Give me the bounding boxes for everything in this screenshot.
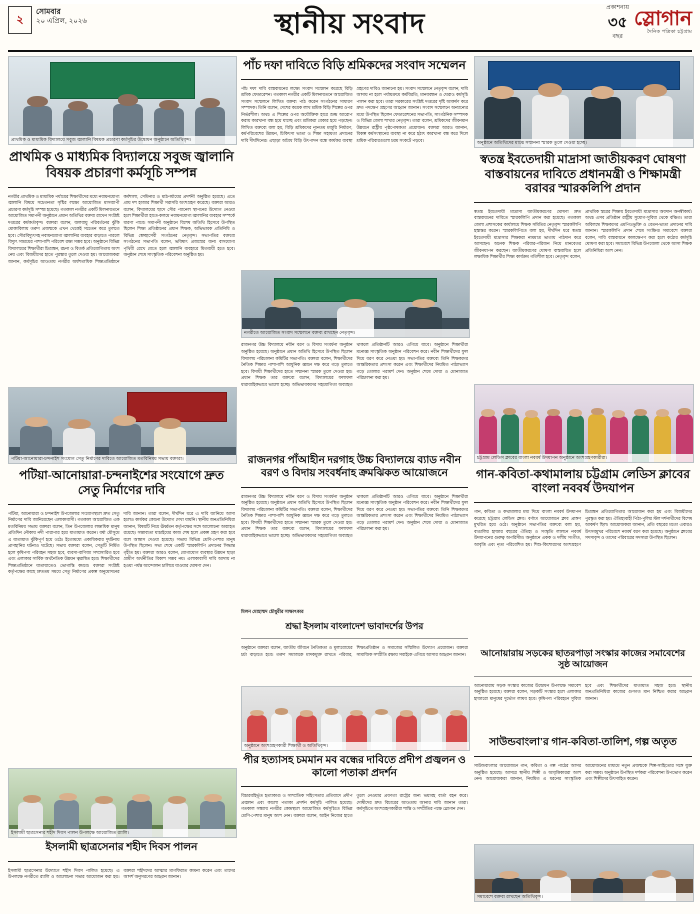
article-photo [8,56,237,145]
photo-caption: চট্টগ্রাম লেডিস ক্লাবের বাংলা নববর্ষ উদযাপন অনুষ্ঠানে অংশগ্রহণকারীরা। [475,454,693,462]
article-photo [474,384,694,463]
byline: মিলন মোহাম্মদ চৌধুরীর সাক্ষাৎকার [240,609,304,615]
content-grid [0,52,700,908]
page-number-badge: ২ [8,6,32,34]
photo-caption: সমাবেশে বক্তব্য রাখছেন অতিথিবৃন্দ। [475,893,693,901]
article-photo [241,270,470,338]
masthead-logo-block [606,4,692,42]
article-body-cont: রাজনগর উচ্চ বিদ্যালয়ে নবীন বরণ ও বিদায় সংবর্ধনা অনুষ্ঠান অনুষ্ঠিত হয়েছে। অনুষ্ঠানে প্রধান অতিথি হিসেবে উপস্থিত ছিলেন বিদ্যালয় পরিচালনা কমিটির সভাপতি। বক্তারা বলেন, শিক্ষার্থীদের নৈতিক শিক্ষার পাশাপাশি আধুনিক জ্ঞানে দক্ষ করে গড়ে তুলতে হবে। বিদায়ী শিক্ষার্থীদের হাতে সম্মাননা স্মারক তুলে দেওয়া হয়। প্রধান শিক্ষক তার বক্তব্যে বলেন, বিদ্যালয়ের ফলাফল ধারাবাহিকভাবে ভালো হচ্ছে। অভিভাবকদের সহযোগিতা অব্যাহত থাকলে প্রতিষ্ঠানটি আরও এগিয়ে যাবে। অনুষ্ঠানে শিক্ষার্থীরা মনোজ্ঞ সাংস্কৃতিক অনুষ্ঠান পরিবেশন করে। নবীন শিক্ষার্থীদের ফুল দিয়ে বরণ করে নেওয়া হয়। সভাপতির বক্তব্যে তিনি শিক্ষকদের আন্তরিকতার প্রশংসা করেন এবং শিক্ষার্থীদের নিয়মিত পাঠ্যাভ্যাস গড়ে তোলার পরামর্শ দেন। অনুষ্ঠান শেষে দোয়া ও মোনাজাত পরিচালনা করা হয়। [240,342,468,387]
headline: পাঁচ দফা দাবিতে বিড়ি শ্রমিকদের সংবাদ সম্মেলন [243,58,466,72]
headline: ইসলামী ছাত্রসেনার শহীদ দিবস পালন [45,842,198,854]
headline: রাজনগর পাঁআহীন দরগাহ উচ্চ বিদ্যালয়ে ব্যাড নবীন বরণ ও বিদায় সংবর্ধনাহ ক্রমঝিকত আয়োজনে [247,455,462,479]
article-body: স্বতন্ত্র ইবতেদায়ী মাদ্রাসা জাতীয়করণের ঘোষণা দ্রুত বাস্তবায়নের দাবিতে স্মারকলিপি প্রদান করা হয়েছে। গতকাল জেলা প্রশাসকের কার্যালয়ে শিক্ষক সমিতির নেতৃবৃন্দ স্মারকলিপি হস্তান্তর করেন। স্মারকলিপিতে বলা হয়, দীর্ঘদিন ধরে স্বতন্ত্র ইবতেদায়ী মাদ্রাসার শিক্ষকরা নামমাত্র ভাতায় পাঠদান করে আসছেন। অনেক শিক্ষক পরিবার-পরিজন নিয়ে মানবেতর জীবনযাপন করছেন। জাতীয়করণের ঘোষণা বাস্তবায়িত হলে লক্ষাধিক শিক্ষার্থীর শিক্ষা কার্যক্রম গতিশীল হবে। নেতৃবৃন্দ বলেন, প্রাথমিক স্তরের শিক্ষায় ইবতেদায়ী মাদ্রাসার অবদান অনস্বীকার্য। অথচ এসব প্রতিষ্ঠান রাষ্ট্রীয় সুযোগ-সুবিধা থেকে বঞ্চিত। তারা অবিলম্বে শিক্ষকদের এমপিওভুক্তি ও বেতন-ভাতা প্রদানের দাবি জানান। স্মারকলিপি প্রদান শেষে সংক্ষিপ্ত সমাবেশে বক্তারা বলেন, দাবি বাস্তবায়নে কালক্ষেপণ করা হলে কঠোর কর্মসূচি ঘোষণা করা হবে। সমাবেশে বিভিন্ন উপজেলা থেকে আসা শিক্ষক প্রতিনিধিরা অংশ নেন। [473,208,692,260]
logo-subtext: দৈনিক পত্রিকা চট্টগ্রাম [646,28,692,35]
estd-number: ৩৫ [607,14,628,32]
masthead-weekday: সোমবার [36,7,61,16]
article-body: গান, কবিতা ও কথামালার মধ্য দিয়ে বাংলা নববর্ষ উদযাপন করেছে চট্টগ্রাম লেডিস ক্লাব। বর্ণাঢ্য আয়োজনে ক্লাব প্রাঙ্গণ মুখরিত হয়ে ওঠে। অনুষ্ঠানে সভাপতির বক্তব্যে বলা হয়, বাঙালির হাজার বছরের ঐতিহ্য ও সংস্কৃতি লালনে নববর্ষ উদযাপনের গুরুত্ব অপরিসীম। অনুষ্ঠানে একক ও দলীয় সংগীত, আবৃত্তি এবং নৃত্য পরিবেশিত হয়। শিশু-কিশোরদের অংশগ্রহণে চিত্রাঙ্কন প্রতিযোগিতার আয়োজন করা হয় এবং বিজয়ীদের পুরস্কৃত করা হয়। ঐতিহ্যবাহী পিঠা-পুলির স্টল দর্শনার্থীদের বিশেষ আকর্ষণ ছিল। আয়োজকরা জানান, প্রতি বছরের মতো এবারও উৎসবমুখর পরিবেশে নববর্ষ বরণ করা হয়েছে। অনুষ্ঠানে ক্লাবের সদস্যবৃন্দ ও তাদের পরিবারের সদস্যরা উপস্থিত ছিলেন। [473,509,692,547]
article-photo [474,56,694,148]
photo-caption: প্রাথমিক ও মাধ্যমিক বিদ্যালয়ে সবুজ জ্বালানি বিষয়ক প্রচারণা কর্মসূচির উদ্বোধন অনুষ্ঠানে অতিথিবৃন্দ। [9,136,236,144]
column-2 [241,56,468,902]
article-body: পটিয়া, আনোয়ারা ও চন্দনাইশ উপজেলার সংযোগস্থলে দ্রুত সেতু নির্মাণের দাবি জানিয়েছেন এলাকাবাসী। গতকাল আয়োজিত এক মতবিনিময় সভায় বক্তারা বলেন, তিন উপজেলার লক্ষাধিক মানুষ প্রতিদিন নৌকায় নদী পারাপার হয়ে যাতায়াত করেন। বর্ষা মৌসুমে এ যাতায়াত ঝুঁকিপূর্ণ হয়ে ওঠে। ইতোমধ্যে একাধিকবার দুর্ঘটনায় প্রাণহানির ঘটনাও ঘটেছে। সভায় বক্তারা বলেন, সেতুটি নির্মিত হলে কৃষিপণ্য পরিবহন সহজ হবে, ব্যবসা-বাণিজ্য সম্প্রসারিত হবে এবং এলাকার সার্বিক অর্থনৈতিক উন্নয়ন ত্বরান্বিত হবে। শিক্ষার্থীদের শিক্ষাপ্রতিষ্ঠানে যাতায়াতেও ভোগান্তি কমবে। বক্তারা সংশ্লিষ্ট কর্তৃপক্ষের কাছে দ্রুততম সময়ে সেতু নির্মাণের প্রকল্প অনুমোদনের দাবি জানান। তারা বলেন, দীর্ঘদিন ধরে এ দাবি জানিয়ে আসা হলেও কার্যকর কোনো উদ্যোগ দেখা যায়নি। স্থানীয় জনপ্রতিনিধিরা জানান, বিষয়টি নিয়ে ঊর্ধ্বতন কর্তৃপক্ষের সঙ্গে আলোচনা অব্যাহত রয়েছে। সম্ভাব্যতা যাচাইয়ের কাজ শেষ হলে প্রকল্প গ্রহণ করা হবে বলে আশ্বাস দেওয়া হয়েছে। সভায় বিভিন্ন শ্রেণি-পেশার মানুষ উপস্থিত ছিলেন। সভা শেষে একটি স্মারকলিপি প্রদানের সিদ্ধান্ত গৃহীত হয়। বক্তারা আরও বলেন, যোগাযোগ ব্যবস্থার উন্নয়ন ছাড়া গ্রামীণ অর্থনীতির বিকাশ সম্ভব নয়। এলাকাবাসী দাবি আদায় না হওয়া পর্যন্ত আন্দোলন চালিয়ে যাওয়ার ঘোষণা দেন। [8,510,235,575]
logo-text: স্লোগান [634,7,692,30]
estd-unit: বছর [612,34,623,41]
article-body: অনুষ্ঠানে বক্তারা বলেন, জাতীয় জীবনে নৈতিকতা ও মূল্যবোধের চর্চা বাড়াতে হবে। তরুণ সমাজকে মাদকমুক্ত রাখতে পরিবার, শিক্ষাপ্রতিষ্ঠান ও সমাজের সম্মিলিত উদ্যোগ প্রয়োজন। বক্তারা সামাজিক সম্প্রীতি রক্ষায় সবাইকে এগিয়ে আসার আহ্বান জানান। [240,645,468,657]
article-body: সাউন্ডবাংলার আয়োজনে গান, কবিতা ও গল্প পাঠের আসর অনুষ্ঠিত হয়েছে। আসরে স্থানীয় শিল্পী ও আবৃত্তিকাররা অংশ নেন। আয়োজকরা জানান, নিয়মিত এ ধরনের সাংস্কৃতিক আয়োজনের মাধ্যমে নতুন প্রজন্মকে শিল্প-সাহিত্যের সঙ্গে যুক্ত করা সম্ভব। অনুষ্ঠানে উপস্থিত দর্শকরা পরিবেশনা উপভোগ করেন এবং শিল্পীদের উৎসাহিত করেন। [473,762,692,782]
headline: সাউন্ডবাংলা'র গান-কবিতা-তালিশ, গল্প অতৃত [489,737,677,749]
headline: শ্রদ্ধা ইসলাম বাংলাদেশ ভাবাদর্শের উপর [285,621,424,632]
column-1 [8,56,235,902]
article-body: নগরীর প্রাথমিক ও মাধ্যমিক পর্যায়ের শিক্ষার্থীদের মধ্যে নবায়নযোগ্য জ্বালানি বিষয়ে সচেতনতা সৃষ্টির লক্ষ্যে আয়োজিত মাসব্যাপী প্রচারণা কর্মসূচি সম্পন্ন হয়েছে। গতকাল নগরীর একটি মিলনায়তনে আয়োজিত সমাপনী অনুষ্ঠানে প্রধান অতিথির বক্তব্য রাখেন সংশ্লিষ্ট দপ্তরের কর্মকর্তাবৃন্দ। বক্তারা বলেন, জলবায়ু পরিবর্তনের ঝুঁকি মোকাবিলায় তরুণ প্রজন্মকে এখন থেকেই সচেতন করে তুলতে হবে। সৌরবিদ্যুৎসহ নবায়নযোগ্য জ্বালানির ব্যবহার বাড়াতে পারলে বিদ্যুৎ সাশ্রয়ের পাশাপাশি পরিবেশ রক্ষা সম্ভব হবে। অনুষ্ঠানে বিভিন্ন বিদ্যালয়ের শিক্ষার্থীরা চিত্রাঙ্কন, রচনা ও বিতর্ক প্রতিযোগিতায় অংশ নেয় এবং বিজয়ীদের হাতে পুরস্কার তুলে দেওয়া হয়। আয়োজকরা জানান, কর্মসূচির আওতায় নগরীর অর্ধশতাধিক শিক্ষাপ্রতিষ্ঠানে কর্মশালা, সেমিনার ও মাঠপর্যায়ের প্রদর্শনী অনুষ্ঠিত হয়েছে। এতে প্রায় দশ হাজার শিক্ষার্থী সরাসরি অংশগ্রহণ করেছে। বক্তারা আরও বলেন, বিদ্যালয়ের ছাদে সৌর প্যানেল স্থাপনের উদ্যোগ নেওয়া হলে শিক্ষার্থীরা হাতে-কলমে নবায়নযোগ্য জ্বালানির ব্যবহার সম্পর্কে ধারণা পাবে। সমাপনী অনুষ্ঠানে বিশেষ অতিথি হিসেবে উপস্থিত ছিলেন শিক্ষা প্রতিষ্ঠানের প্রধান শিক্ষক, অভিভাবক প্রতিনিধি ও বিভিন্ন স্বেচ্ছাসেবী সংগঠনের নেতৃবৃন্দ। সভাপতির বক্তব্যে সংগঠনের সভাপতি বলেন, ভবিষ্যৎ প্রজন্মের জন্য বাসযোগ্য পৃথিবী রেখে যেতে হলে জ্বালানি ব্যবহারে মিতব্যয়ী হতে হবে। অনুষ্ঠান শেষে সাংস্কৃতিক পরিবেশনা অনুষ্ঠিত হয়। [8,193,235,265]
article-body: বিচারবহির্ভূত হত্যাকাণ্ড ও সাম্প্রতিক সহিংসতার প্রতিবাদে প্রদীপ প্রজ্বলন এবং কালো পতাকা প্রদর্শন কর্মসূচি পালিত হয়েছে। গতকাল সন্ধ্যায় নগরীর কেন্দ্রস্থলে আয়োজিত কর্মসূচিতে বিভিন্ন শ্রেণি-পেশার মানুষ অংশ নেন। বক্তারা বলেন, আইন নিজের হাতে তুলে নেওয়ার প্রবণতা রাষ্ট্রের জন্য ভয়াবহ বার্তা বহন করে। দোষীদের দ্রুত বিচারের আওতায় আনার দাবি জানান তারা। কর্মসূচিতে অংশগ্রহণকারীরা শান্তি ও সম্প্রীতির পক্ষে স্লোগান দেন। [240,793,468,818]
article-photo [8,768,237,838]
article-body: রাজনগর উচ্চ বিদ্যালয়ে নবীন বরণ ও বিদায় সংবর্ধনা অনুষ্ঠান অনুষ্ঠিত হয়েছে। অনুষ্ঠানে প্রধান অতিথি হিসেবে উপস্থিত ছিলেন বিদ্যালয় পরিচালনা কমিটির সভাপতি। বক্তারা বলেন, শিক্ষার্থীদের নৈতিক শিক্ষার পাশাপাশি আধুনিক জ্ঞানে দক্ষ করে গড়ে তুলতে হবে। বিদায়ী শিক্ষার্থীদের হাতে সম্মাননা স্মারক তুলে দেওয়া হয়। প্রধান শিক্ষক তার বক্তব্যে বলেন, বিদ্যালয়ের ফলাফল ধারাবাহিকভাবে ভালো হচ্ছে। অভিভাবকদের সহযোগিতা অব্যাহত থাকলে প্রতিষ্ঠানটি আরও এগিয়ে যাবে। অনুষ্ঠানে শিক্ষার্থীরা মনোজ্ঞ সাংস্কৃতিক অনুষ্ঠান পরিবেশন করে। নবীন শিক্ষার্থীদের ফুল দিয়ে বরণ করে নেওয়া হয়। সভাপতির বক্তব্যে তিনি শিক্ষকদের আন্তরিকতার প্রশংসা করেন এবং শিক্ষার্থীদের নিয়মিত পাঠ্যাভ্যাস গড়ে তোলার পরামর্শ দেন। অনুষ্ঠান শেষে দোয়া ও মোনাজাত পরিচালনা করা হয়। [240,493,468,538]
masthead-date: ২০ এপ্রিল, ২০২৬ [36,18,87,26]
article-body: পাঁচ দফা দাবি বাস্তবায়নের লক্ষ্যে সংবাদ সম্মেলন করেছে বিড়ি শ্রমিক ফেডারেশন। গতকাল নগরীর একটি মিলনায়তনে আয়োজিত সংবাদ সম্মেলনে লিখিত বক্তব্য পাঠ করেন সংগঠনের সাধারণ সম্পাদক। তিনি বলেন, দেশের কয়েক লাখ শ্রমিক বিড়ি শিল্পের ওপর নির্ভরশীল। অথচ এ শিল্পের ওপর অযৌক্তিক হারে শুল্ক আরোপ করায় কারখানা বন্ধ হয়ে যাচ্ছে এবং শ্রমিকরা বেকার হয়ে পড়ছেন। লিখিত বক্তব্যে বলা হয়, বিড়ি শ্রমিকদের ন্যূনতম মজুরি নির্ধারণ, কর্মপরিবেশের উন্নয়ন, চিকিৎসা ভাতা ও শিক্ষা সহায়তা প্রদানের দাবি দীর্ঘদিনের। এছাড়া অবৈধ বিড়ি উৎপাদন বন্ধে কার্যকর ব্যবস্থা গ্রহণের দাবিও জানানো হয়। সংবাদ সম্মেলনে নেতৃবৃন্দ বলেন, দাবি আদায় না হলে পর্যায়ক্রমে কর্মবিরতি, মানববন্ধন ও ঘেরাও কর্মসূচি পালন করা হবে। তারা সরকারের সংশ্লিষ্ট দপ্তরের দৃষ্টি আকর্ষণ করে দ্রুত পদক্ষেপ গ্রহণের আহ্বান জানান। সংবাদ সম্মেলনে অন্যান্যের মধ্যে উপস্থিত ছিলেন ফেডারেশনের সভাপতি, সাংগঠনিক সম্পাদক ও বিভিন্ন জেলা শাখার নেতৃবৃন্দ। তারা বলেন, শ্রমিকদের জীবনমান উন্নয়নে রাষ্ট্রীয় পৃষ্ঠপোষকতা প্রয়োজন। বক্তারা আরও জানান, বিকল্প কর্মসংস্থানের ব্যবস্থা না করে হঠাৎ কারখানা বন্ধ করে দিলে শ্রমিক পরিবারগুলো চরম সংকটে পড়বে। [240,85,468,143]
headline: আনোয়ারায় সড়কের ছাতরপাড়া সংস্কার কাজের সমাবেশের সুষ্ঠ আয়োজন [480,647,686,669]
newspaper-page [0,4,700,914]
headline: প্রাথমিক ও মাধ্যমিক বিদ্যালয়ে সবুজ জ্বালানি বিষয়ক প্রচারণা কর্মসূচি সম্পন্ন [9,148,234,180]
masthead-date-block [8,6,87,34]
headline: স্বতন্ত্র ইবতেদায়ী মাদ্রাসা জাতীয়করণ ঘোষণা বাস্তবায়নের দাবিতে প্রধানমন্ত্রী ও শিক্ষামন্ত্রী বরাবর স্মারকলিপি প্রদান [480,151,686,196]
photo-caption: পটিয়া-আনোয়ারা-চন্দনাইশ সংযোগ সেতু নির্মাণের দাবিতে আয়োজিত মতবিনিময় সভায় বক্তারা। [9,455,236,463]
masthead [8,4,692,52]
headline: গান-কবিতা-কথামালায় চট্টগ্রাম লেডিস ক্লাবের বাংলা নববর্ষ উদযাপন [476,466,690,496]
photo-caption: অনুষ্ঠানে অতিথিদের মাঝে সম্মাননা স্মারক তুলে দেওয়া হচ্ছে। [475,139,693,147]
page-title: স্থানীয় সংবাদ [274,9,426,40]
article-photo [241,686,470,751]
article-body: আনোয়ারায় সড়ক সংস্কার কাজের উদ্বোধন উপলক্ষে সমাবেশ অনুষ্ঠিত হয়েছে। বক্তারা বলেন, সড়কটি সংস্কার হলে এলাকার হাজারো মানুষের দুর্ভোগ লাঘব হবে। কৃষিপণ্য পরিবহনে সুবিধা হবে এবং শিক্ষার্থীদের যাতায়াত সহজ হবে। স্থানীয় জনপ্রতিনিধিরা কাজের গুণগত মান নিশ্চিত করার আহ্বান জানান। [473,682,692,701]
photo-caption: অনুষ্ঠানে অংশগ্রহণকারী শিক্ষার্থী ও অতিথিবৃন্দ। [242,742,469,750]
estd-label: প্রকাশনায় [606,5,630,11]
column-3 [474,56,692,902]
photo-caption: নগরীতে আয়োজিত সংবাদ সম্মেলনে বক্তব্য রাখছেন নেতৃবৃন্দ। [242,329,469,337]
newspaper-logo [634,9,692,37]
headline: পীর হত্যাসহ চমমান মব বন্ধের দাবিতে প্রদীপ প্রজ্বলন ও কালো পতাকা প্রদর্শন [243,754,466,779]
article-photo [474,844,694,902]
article-photo [8,387,237,465]
photo-caption: ইসলামী ছাত্রসেনার শহীদ দিবস পালন উপলক্ষে আয়োজিত র‌্যালি। [9,829,236,837]
article-body: ইসলামী ছাত্রসেনার উদ্যোগে শহীদ দিবস পালিত হয়েছে। এ উপলক্ষে নগরীতে র‌্যালি ও আলোচনা সভার আয়োজন করা হয়। বক্তারা শহীদদের আত্মার মাগফিরাত কামনা করেন এবং তাদের আদর্শ অনুসরণের আহ্বান জানান। [8,867,235,880]
headline: পটিয়া-আনোয়ারা-চন্দনাইশের সংযোগে দ্রুত সেতু নির্মাণের দাবি [19,468,224,498]
